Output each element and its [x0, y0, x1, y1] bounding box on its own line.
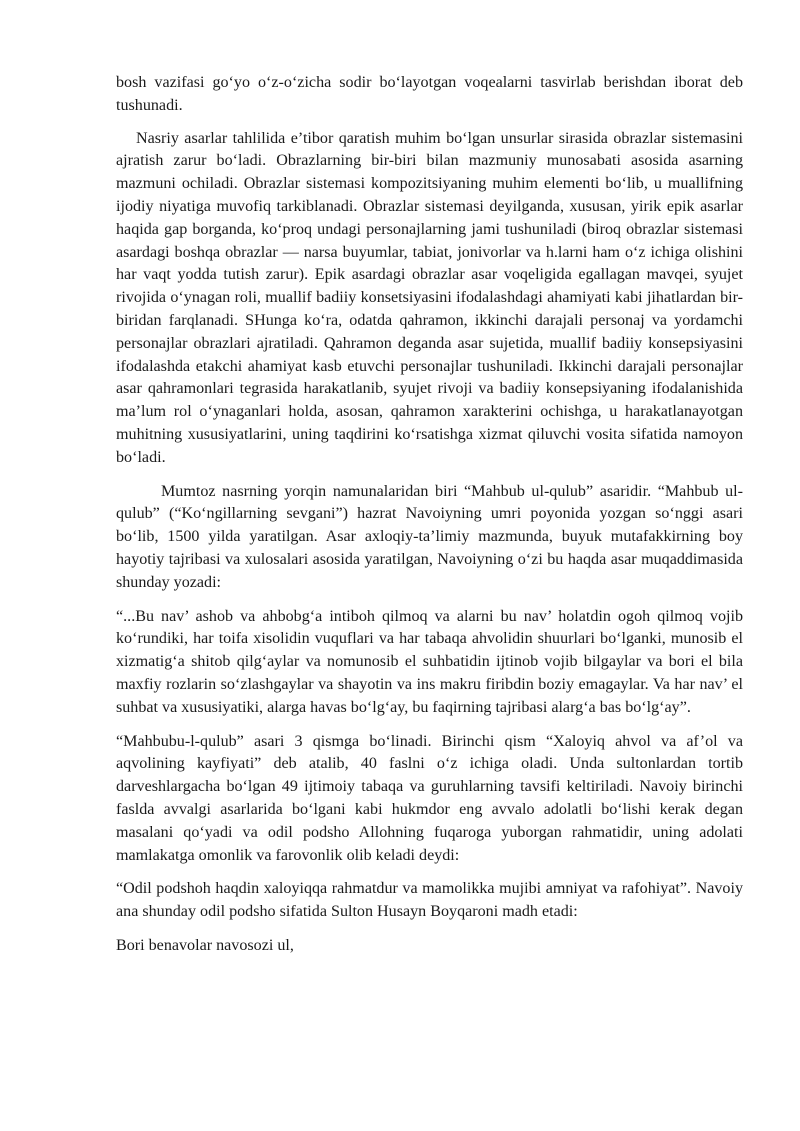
- paragraph-quotation: “...Bu nav’ ashob va ahbobg‘a intiboh qilmoq va alarni bu nav’ holatdin ogoh qilmoq vojib ko‘rundiki, har toifa xisolidin vuquflari va har tabaqa ahvolidin shuurlari bo‘lganki, munosib el xizmatig‘a shitob qilg‘aylar va nomunosib el suhbatidin ijtinob vojib bilgaylar va bori el bila maxfiy rozlarin so‘zlashgaylar va shayotin va ins makru firibdin boziy emagaylar. Va har nav’ el suhbat va xususiyatiki, alarga havas bo‘lg‘ay, bu faqirning tajribasi alarg‘a bas bo‘lg‘ay”.: [116, 607, 743, 716]
- verse-line: Bori benavolar navosozi ul,: [116, 936, 294, 954]
- paragraph-odil-podshoh: “Odil podshoh haqdin xaloyiqqa rahmatdur va mamolikka mujibi amniyat va rafohiyat”. Navoiy ana shunday odil podsho sifatida Sulton Husayn Boyqaroni madh etadi:: [116, 880, 743, 921]
- paragraph-obrazlar-sistemasi: Nasriy asarlar tahlilida e’tibor qaratish muhim bo‘lgan unsurlar sirasida obrazlar sistemasini ajratish zarur bo‘ladi. Obrazlarning bir-biri bilan mazmuniy munosabati asosida asarning mazmuni ochiladi. Obrazlar sistemasi kompozitsiyaning muhim elementi bo‘lib, u muallifning ijodiy niyatiga muvofiq tarkiblanadi. Obrazlar sistemasi deyilganda, xususan, yirik epik asarlar haqida gap borganda, ko‘proq undagi personajlarning jami tushuniladi (biroq obrazlar sistemasi asardagi boshqa obrazlar — narsa buyumlar, tabiat, jonivorlar va h.larni ham o‘z ichiga olishini har vaqt yodda tutish zarur). Epik asardagi obrazlar asar voqeligida egallagan mavqei, syujet rivojida o‘ynagan roli, muallif badiiy konsetsiyasini ifodalashdagi ahamiyati kabi jihatlardan bir-biridan farqlanadi. SHunga ko‘ra, odatda qahramon, ikkinchi darajali personaj va yordamchi personajlar obrazlari ajratiladi. Qahramon deganda asar sujetida, muallif badiiy konsepsiyasini ifodalashda etakchi ahamiyat kasb etuvchi personajlar tushuniladi. Ikkinchi darajali personajlar asar qahramonlari tegrasida harakatlanib, syujet rivoji va badiiy konsepsiyaning ifodalanishida ma’lum rol o‘ynaganlari holda, asosan, qahramon xarakterini ochishga, u harakatlanayotgan muhitning xususiyatlarini, uning taqdirini ko‘rsatishga xizmat qiluvchi vosita sifatida namoyon bo‘ladi.: [116, 129, 743, 466]
- paragraph-continuation: bosh vazifasi go‘yo o‘z-o‘zicha sodir bo‘layotgan voqealarni tasvirlab berishdan iborat deb tushunadi.: [116, 74, 743, 114]
- paragraph-mahbub-ul-qulub: Mumtoz nasrning yorqin namunalaridan biri “Mahbub ul-qulub” asaridir. “Mahbub ul-qulub” (“Ko‘ngillarning sevgani”) hazrat Navoiyning umri poyonida yozgan so‘nggi asari bo‘lib, 1500 yilda yaratilgan. Asar axloqiy-ta’limiy mazmunda, buyuk mutafakkirning boy hayotiy tajribasi va xulosalari asosida yaratilgan, Navoiyning o‘zi bu haqda asar muqaddimasida shunday yozadi:: [116, 482, 743, 591]
- document-page: [116, 72, 743, 969]
- paragraph-structure: “Mahbubu-l-qulub” asari 3 qismga bo‘linadi. Birinchi qism “Xaloyiq ahvol va af’ol va aqvolining kayfiyati” deb atalib, 40 faslni o‘z ichiga oladi. Unda sultonlardan tortib darveshlargacha bo‘lgan 49 ijtimoiy tabaqa va guruhlarning tavsifi keltiriladi. Navoiy birinchi faslda avvalgi asarlarida bo‘lgani kabi hukmdor eng avvalo adolatli bo‘lishi kerak degan masalani qo‘yadi va odil podsho Allohning fuqaroga yuborgan rahmatidir, uning adolati mamlakatga omonlik va farovonlik olib keladi deydi:: [116, 732, 743, 864]
